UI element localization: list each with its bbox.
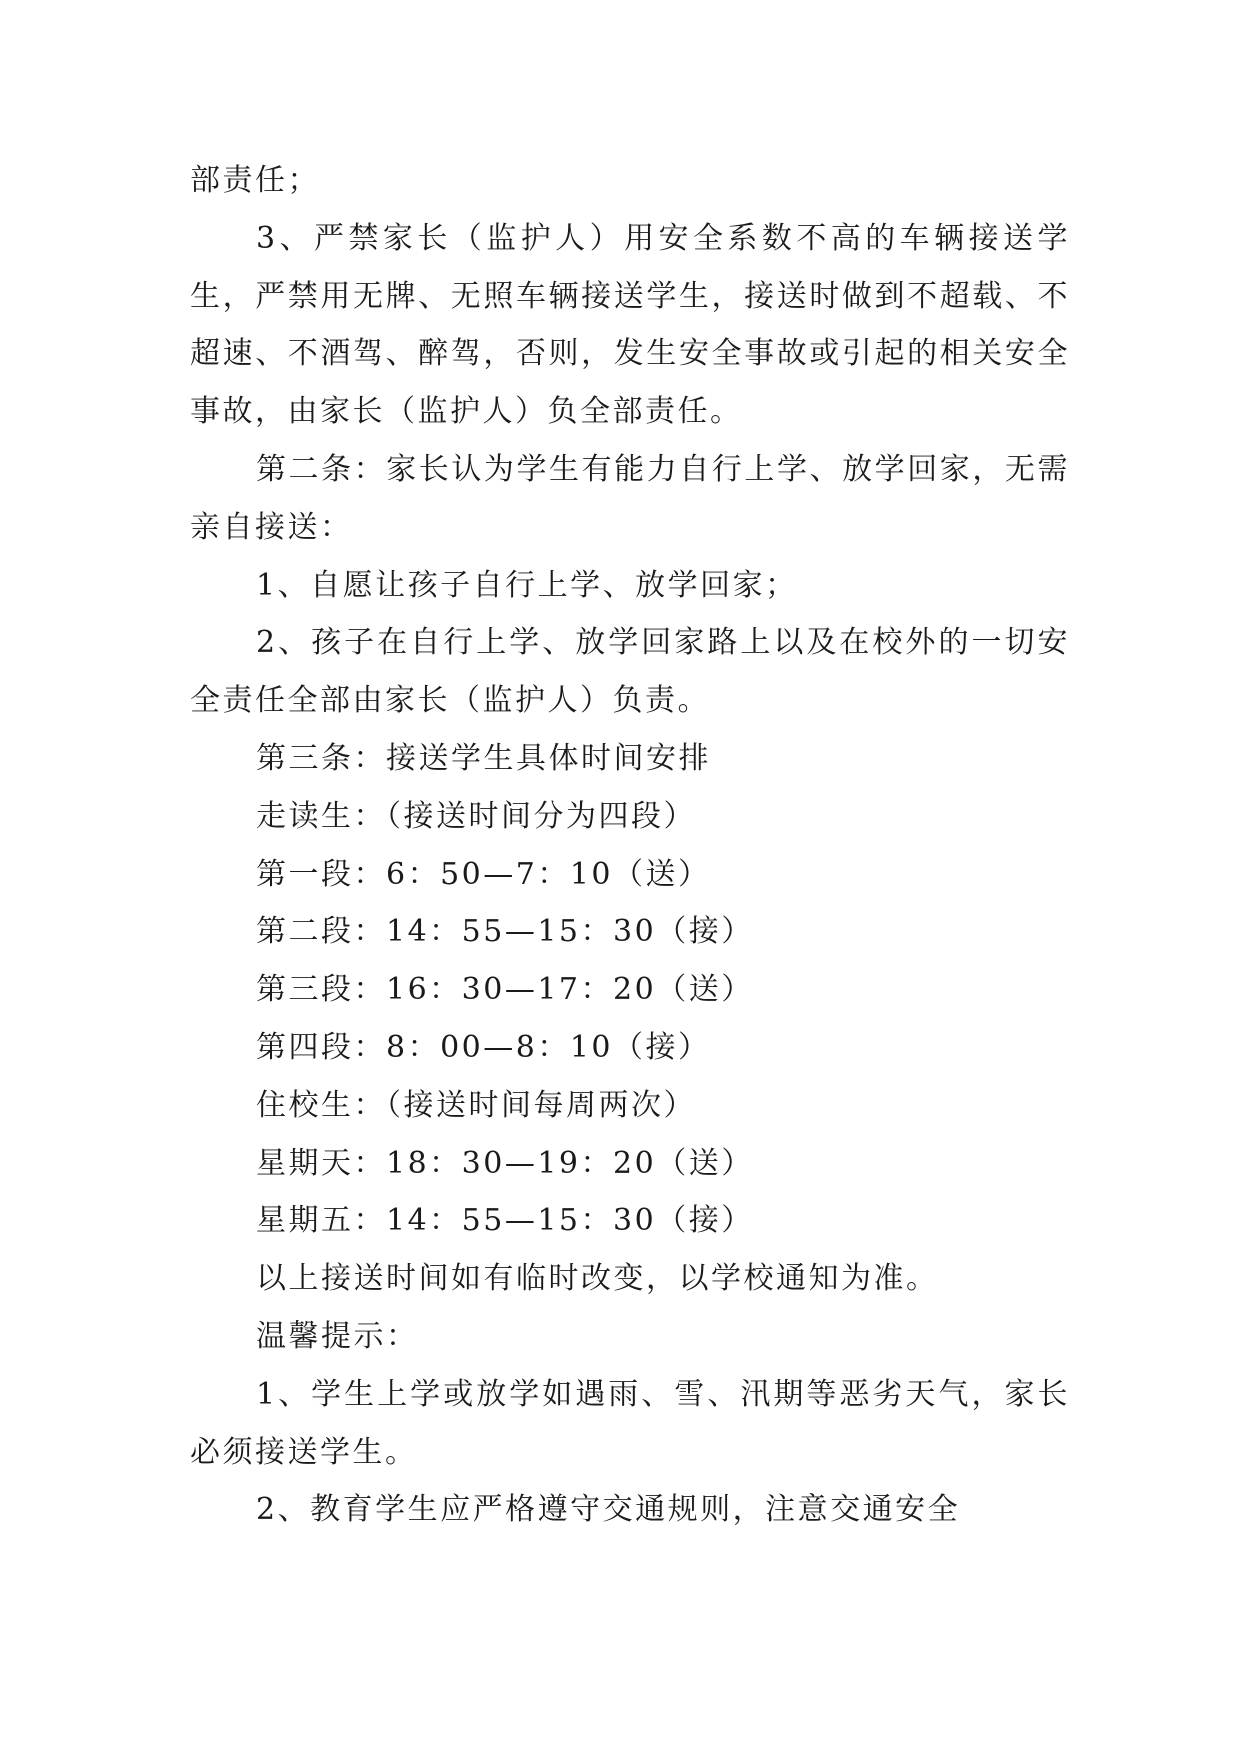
paragraph-rule-3: 3、严禁家长（监护人）用安全系数不高的车辆接送学生，严禁用无牌、无照车辆接送学生，接送时做到不超载、不超速、不酒驾、醉驾，否则，发生安全事故或引起的相关安全事故，由家长（监护人）负全部责任。 — [190, 220, 1070, 430]
paragraph-period-4: 第四段：8：00—8：10（接） — [256, 1029, 711, 1065]
paragraph-period-1: 第一段：6：50—7：10（送） — [256, 856, 711, 892]
paragraph-sunday: 星期天：18：30—19：20（送） — [256, 1145, 754, 1181]
paragraph-boarding-students: 住校生：（接送时间每周两次） — [256, 1087, 696, 1123]
paragraph-tip-2: 2、教育学生应严格遵守交通规则，注意交通安全 — [256, 1492, 961, 1528]
paragraph-schedule-note: 以上接送时间如有临时改变，以学校通知为准。 — [256, 1261, 939, 1297]
paragraph-day-students: 走读生：（接送时间分为四段） — [256, 798, 696, 834]
paragraph-article-3: 第三条：接送学生具体时间安排 — [256, 740, 711, 776]
paragraph-article-2-item-1: 1、自愿让孩子自行上学、放学回家； — [256, 567, 798, 603]
paragraph-tips-heading: 温馨提示： — [256, 1318, 419, 1354]
document-body — [190, 152, 1070, 1539]
paragraph-period-3: 第三段：16：30—17：20（送） — [256, 972, 754, 1008]
paragraph-tip-1: 1、学生上学或放学如遇雨、雪、汛期等恶劣天气，家长必须接送学生。 — [190, 1376, 1070, 1470]
paragraph-article-2: 第二条：家长认为学生有能力自行上学、放学回家，无需亲自接送： — [190, 451, 1070, 545]
paragraph-article-2-item-2: 2、孩子在自行上学、放学回家路上以及在校外的一切安全责任全部由家长（监护人）负责。 — [190, 625, 1070, 719]
paragraph-period-2: 第二段：14：55—15：30（接） — [256, 914, 754, 950]
paragraph-continuation: 部责任； — [190, 163, 320, 198]
paragraph-friday: 星期五：14：55—15：30（接） — [256, 1203, 754, 1239]
